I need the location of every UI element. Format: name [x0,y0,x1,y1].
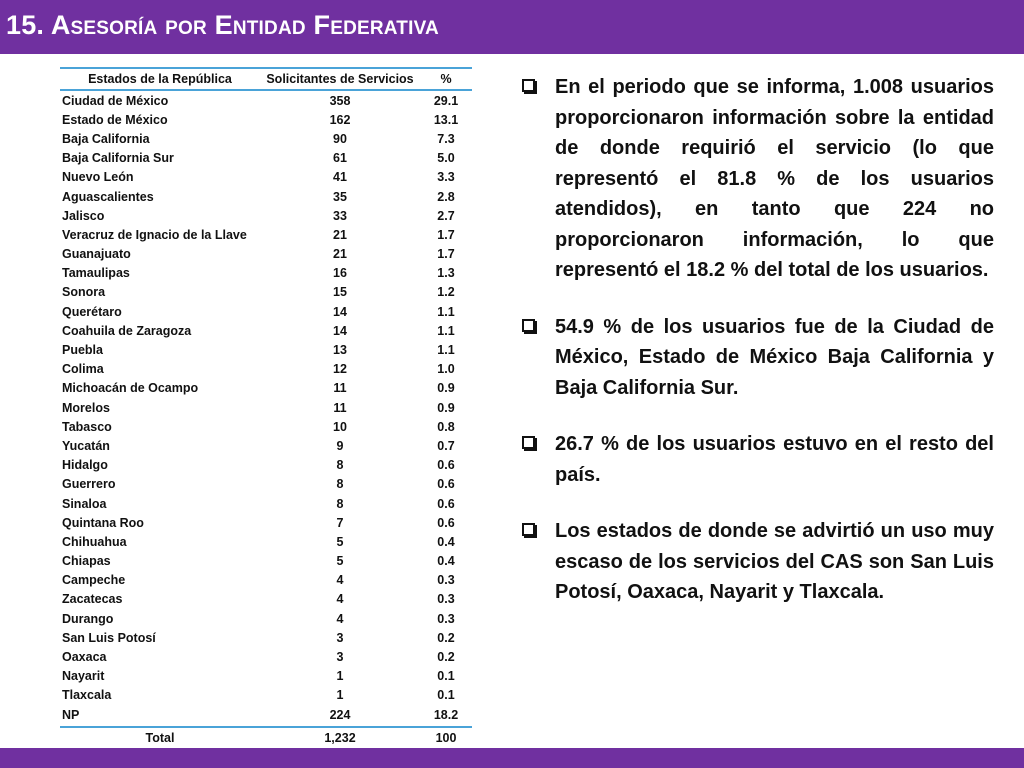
state-cell: Yucatán [62,438,110,453]
state-cell: Campeche [62,573,126,588]
header-requesters: Solicitantes de Servicios [266,72,414,86]
percent-cell: 1.3 [437,266,455,281]
requesters-cell: 90 [333,131,347,146]
percent-cell: 0.8 [437,419,455,434]
requesters-cell: 61 [333,151,347,166]
table-row [60,494,472,513]
table-row [60,379,472,398]
requesters-cell: 21 [333,227,347,242]
state-cell: Michoacán de Ocampo [62,381,199,396]
table-row [60,302,472,321]
bullet-text: En el periodo que se informa, 1.008 usuarios proporcionaron información sobre la entidad de donde requirió el servicio (lo que representó el 81.8 % de los usuarios atendidos), en tanto que 224 no proporcionaron información, lo que representó el 18.2 % del total de los usuarios. [555,76,994,281]
table-row [60,283,472,302]
percent-cell: 0.6 [437,477,455,492]
requesters-cell: 15 [333,285,347,300]
table-row [60,628,472,647]
checkbox-bullet-icon [522,319,535,332]
percent-cell: 0.3 [437,573,455,588]
state-cell: San Luis Potosí [62,630,156,645]
state-cell: Nuevo León [62,170,134,185]
requesters-cell: 5 [336,534,344,549]
table-row [60,264,472,283]
percent-cell: 2.8 [437,189,455,204]
state-cell: Querétaro [62,304,122,319]
state-cell: Baja California Sur [62,151,174,166]
state-cell: Coahuila de Zaragoza [62,323,192,338]
state-cell: Sonora [62,285,106,300]
percent-cell: 29.1 [433,93,459,108]
state-cell: Hidalgo [62,458,108,473]
total-percent: 100 [435,731,457,746]
state-cell: NP [62,707,80,722]
percent-cell: 1.1 [437,343,455,358]
requesters-cell: 11 [333,400,347,415]
requesters-cell: 162 [329,112,351,127]
percent-cell: 1.7 [437,227,455,242]
table-row [60,340,472,359]
state-cell: Aguascalientes [62,189,154,204]
requesters-cell: 3 [336,650,344,665]
percent-cell: 0.2 [437,630,455,645]
table-row [60,647,472,666]
percent-cell: 0.1 [437,688,455,703]
requesters-cell: 3 [336,630,344,645]
table-row [60,360,472,379]
requesters-cell: 13 [333,343,347,358]
state-cell: Puebla [62,343,103,358]
total-label: Total [145,731,175,746]
table-row [60,91,472,110]
states-table [60,67,472,750]
table-row [60,206,472,225]
requesters-cell: 35 [333,189,347,204]
table-row [60,532,472,551]
table-row [60,552,472,571]
header-states: Estados de la República [88,72,232,86]
requesters-cell: 33 [333,208,347,223]
requesters-cell: 41 [333,170,347,185]
state-cell: Zacatecas [62,592,123,607]
percent-cell: 0.6 [437,515,455,530]
table-row [60,475,472,494]
table-total-row [60,726,472,750]
percent-cell: 1.0 [437,362,455,377]
state-cell: Tamaulipas [62,266,130,281]
state-cell: Tabasco [62,419,112,434]
table-row [60,590,472,609]
table-row [60,245,472,264]
percent-cell: 5.0 [437,151,455,166]
requesters-cell: 14 [333,323,347,338]
table-row [60,609,472,628]
table-row [60,225,472,244]
table-row [60,513,472,532]
requesters-cell: 4 [336,611,344,626]
table-row [60,149,472,168]
percent-cell: 1.1 [437,323,455,338]
state-cell: Morelos [62,400,110,415]
table-header [60,67,472,91]
bottom-bar [0,748,1024,768]
requesters-cell: 224 [329,707,351,722]
requesters-cell: 16 [333,266,347,281]
bullet-item [522,312,994,404]
table-row [60,705,472,724]
table-row [60,436,472,455]
percent-cell: 0.4 [437,554,455,569]
table-row [60,456,472,475]
percent-cell: 3.3 [437,170,455,185]
requesters-cell: 11 [333,381,347,396]
total-requesters: 1,232 [324,731,356,746]
state-cell: Nayarit [62,669,105,684]
table-row [60,417,472,436]
state-cell: Quintana Roo [62,515,144,530]
bullet-item [522,72,994,286]
table-row [60,571,472,590]
table-row [60,168,472,187]
table-row [60,129,472,148]
percent-cell: 18.2 [433,707,459,722]
state-cell: Veracruz de Ignacio de la Llave [62,227,247,242]
requesters-cell: 4 [336,592,344,607]
requesters-cell: 1 [336,669,344,684]
checkbox-bullet-icon [522,79,535,92]
state-cell: Jalisco [62,208,105,223]
state-cell: Guanajuato [62,247,131,262]
bullet-item [522,516,994,608]
slide-title: 15. Asesoría por Entidad Federativa [6,10,439,40]
percent-cell: 0.9 [437,400,455,415]
state-cell: Estado de México [62,112,168,127]
table-row [60,187,472,206]
requesters-cell: 7 [336,515,344,530]
state-cell: Durango [62,611,114,626]
percent-cell: 0.7 [437,438,455,453]
table-row [60,110,472,129]
bullet-text: 54.9 % de los usuarios fue de la Ciudad de México, Estado de México Baja California y Baja California Sur. [555,315,994,399]
requesters-cell: 14 [333,304,347,319]
requesters-cell: 8 [336,496,344,511]
percent-cell: 0.9 [437,381,455,396]
bullet-list [522,72,994,634]
state-cell: Guerrero [62,477,116,492]
table-row [60,398,472,417]
state-cell: Chihuahua [62,534,127,549]
bullet-text: 26.7 % de los usuarios estuvo en el resto del país. [555,433,994,486]
state-cell: Sinaloa [62,496,107,511]
requesters-cell: 21 [333,247,347,262]
percent-cell: 0.3 [437,592,455,607]
percent-cell: 0.3 [437,611,455,626]
requesters-cell: 1 [336,688,344,703]
requesters-cell: 5 [336,554,344,569]
requesters-cell: 8 [336,477,344,492]
percent-cell: 0.2 [437,650,455,665]
title-bar [0,0,1024,54]
percent-cell: 0.6 [437,458,455,473]
state-cell: Baja California [62,131,150,146]
state-cell: Colima [62,362,104,377]
percent-cell: 0.1 [437,669,455,684]
table-row [60,321,472,340]
requesters-cell: 358 [329,93,351,108]
percent-cell: 13.1 [433,112,459,127]
state-cell: Tlaxcala [62,688,112,703]
percent-cell: 7.3 [437,131,455,146]
percent-cell: 1.7 [437,247,455,262]
percent-cell: 1.2 [437,285,455,300]
percent-cell: 0.4 [437,534,455,549]
requesters-cell: 8 [336,458,344,473]
percent-cell: 1.1 [437,304,455,319]
requesters-cell: 4 [336,573,344,588]
state-cell: Chiapas [62,554,111,569]
table-row [60,667,472,686]
state-cell: Ciudad de México [62,93,169,108]
checkbox-bullet-icon [522,523,535,536]
percent-cell: 2.7 [437,208,455,223]
bullet-item [522,429,994,490]
header-percent: % [440,72,452,86]
table-row [60,686,472,705]
checkbox-bullet-icon [522,436,535,449]
state-cell: Oaxaca [62,650,107,665]
table-body [60,91,472,724]
requesters-cell: 12 [333,362,347,377]
bullet-text: Los estados de donde se advirtió un uso muy escaso de los servicios del CAS son San Luis Potosí, Oaxaca, Nayarit y Tlaxcala. [555,520,994,603]
requesters-cell: 9 [336,438,344,453]
requesters-cell: 10 [333,419,347,434]
percent-cell: 0.6 [437,496,455,511]
